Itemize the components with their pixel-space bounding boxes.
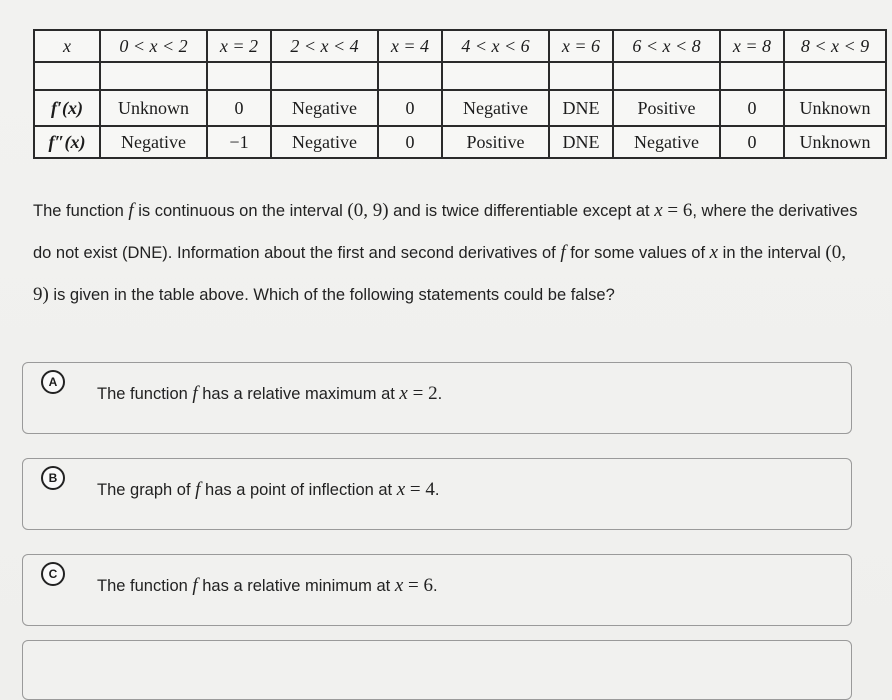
blank-cell	[784, 62, 886, 90]
question-part: and is twice differentiable except at	[388, 202, 655, 220]
table-cell: Negative	[271, 126, 378, 158]
answer-option-d-partial[interactable]	[22, 640, 852, 700]
answer-option-b[interactable]	[22, 458, 852, 530]
option-text-part: .	[437, 385, 443, 403]
table-cell: Positive	[613, 90, 720, 126]
table-cell: 0	[720, 126, 784, 158]
table-cell: Positive	[442, 126, 549, 158]
math-value: = 6	[403, 575, 433, 596]
row-label: f′(x)	[34, 90, 100, 126]
blank-cell	[720, 62, 784, 90]
blank-cell	[207, 62, 271, 90]
table-row-first-derivative	[34, 90, 886, 126]
option-letter-badge: B	[41, 466, 65, 490]
option-text-part: has a relative maximum at	[197, 385, 400, 403]
math-value: = 6	[662, 200, 693, 221]
math-value: = 2	[407, 383, 438, 404]
math-symbol: x	[394, 575, 404, 596]
answer-option-c[interactable]	[22, 554, 852, 626]
table-cell: 0	[207, 90, 271, 126]
table-cell: Negative	[442, 90, 549, 126]
header-cell: x	[34, 30, 100, 62]
blank-cell	[549, 62, 613, 90]
header-cell: x = 6	[549, 30, 613, 62]
blank-cell	[442, 62, 549, 90]
option-text	[97, 383, 442, 405]
table-cell: Negative	[271, 90, 378, 126]
math-symbol: f	[128, 200, 134, 221]
option-text-part: The function	[97, 577, 193, 595]
table-blank-row	[34, 62, 886, 90]
option-text-part: The function	[97, 385, 193, 403]
math-interval: (0, 9)	[33, 242, 846, 305]
question-text	[33, 190, 863, 316]
header-cell: x = 2	[207, 30, 271, 62]
math-symbol: x	[399, 383, 408, 404]
math-symbol: f	[192, 575, 198, 596]
table-cell: Unknown	[100, 90, 207, 126]
math-symbol: x	[709, 242, 719, 263]
table-cell: Unknown	[784, 90, 886, 126]
question-part: is continuous on the interval	[133, 202, 348, 220]
blank-cell	[34, 62, 100, 90]
option-text-part: has a relative minimum at	[197, 577, 395, 595]
math-symbol: f	[192, 383, 198, 404]
answer-option-a[interactable]	[22, 362, 852, 434]
blank-cell	[378, 62, 442, 90]
option-text-part: .	[432, 577, 438, 595]
table-cell: Negative	[100, 126, 207, 158]
math-symbol: f	[560, 242, 566, 263]
option-text-part: has a point of inflection at	[200, 481, 397, 499]
math-value: = 4	[405, 479, 435, 500]
header-cell: 2 < x < 4	[271, 30, 378, 62]
math-interval: (0, 9)	[347, 200, 389, 221]
derivative-table	[33, 29, 887, 159]
header-cell: x = 8	[720, 30, 784, 62]
option-text-part: .	[434, 481, 440, 499]
option-letter-badge: A	[41, 370, 65, 394]
header-cell: 4 < x < 6	[442, 30, 549, 62]
question-part: in the interval	[718, 244, 826, 262]
table-cell: −1	[207, 126, 271, 158]
header-cell: x = 4	[378, 30, 442, 62]
table-cell: Negative	[613, 126, 720, 158]
question-part: is given in the table above. Which of the following statements could be false?	[48, 286, 615, 304]
blank-cell	[100, 62, 207, 90]
table-cell: 0	[720, 90, 784, 126]
option-text	[97, 479, 439, 501]
blank-cell	[271, 62, 378, 90]
header-cell: 8 < x < 9	[784, 30, 886, 62]
table-row-second-derivative	[34, 126, 886, 158]
table-cell: DNE	[549, 126, 613, 158]
math-symbol: x	[396, 479, 406, 500]
table-cell: DNE	[549, 90, 613, 126]
row-label: f″(x)	[34, 126, 100, 158]
option-text	[97, 575, 438, 597]
option-letter-badge: C	[41, 562, 65, 586]
math-symbol: f	[195, 479, 201, 500]
option-text-part: The graph of	[97, 481, 196, 499]
table-cell: 0	[378, 126, 442, 158]
question-part: for some values of	[565, 244, 710, 262]
table-header-row	[34, 30, 886, 62]
header-cell: 6 < x < 8	[613, 30, 720, 62]
question-part: , where the derivatives do not exist (DNE). Information about the first and second derivatives of	[33, 202, 858, 262]
question-part: The function	[33, 202, 129, 220]
derivative-table-container	[33, 29, 885, 159]
math-symbol: x	[654, 200, 663, 221]
blank-cell	[613, 62, 720, 90]
table-cell: Unknown	[784, 126, 886, 158]
table-cell: 0	[378, 90, 442, 126]
header-cell: 0 < x < 2	[100, 30, 207, 62]
